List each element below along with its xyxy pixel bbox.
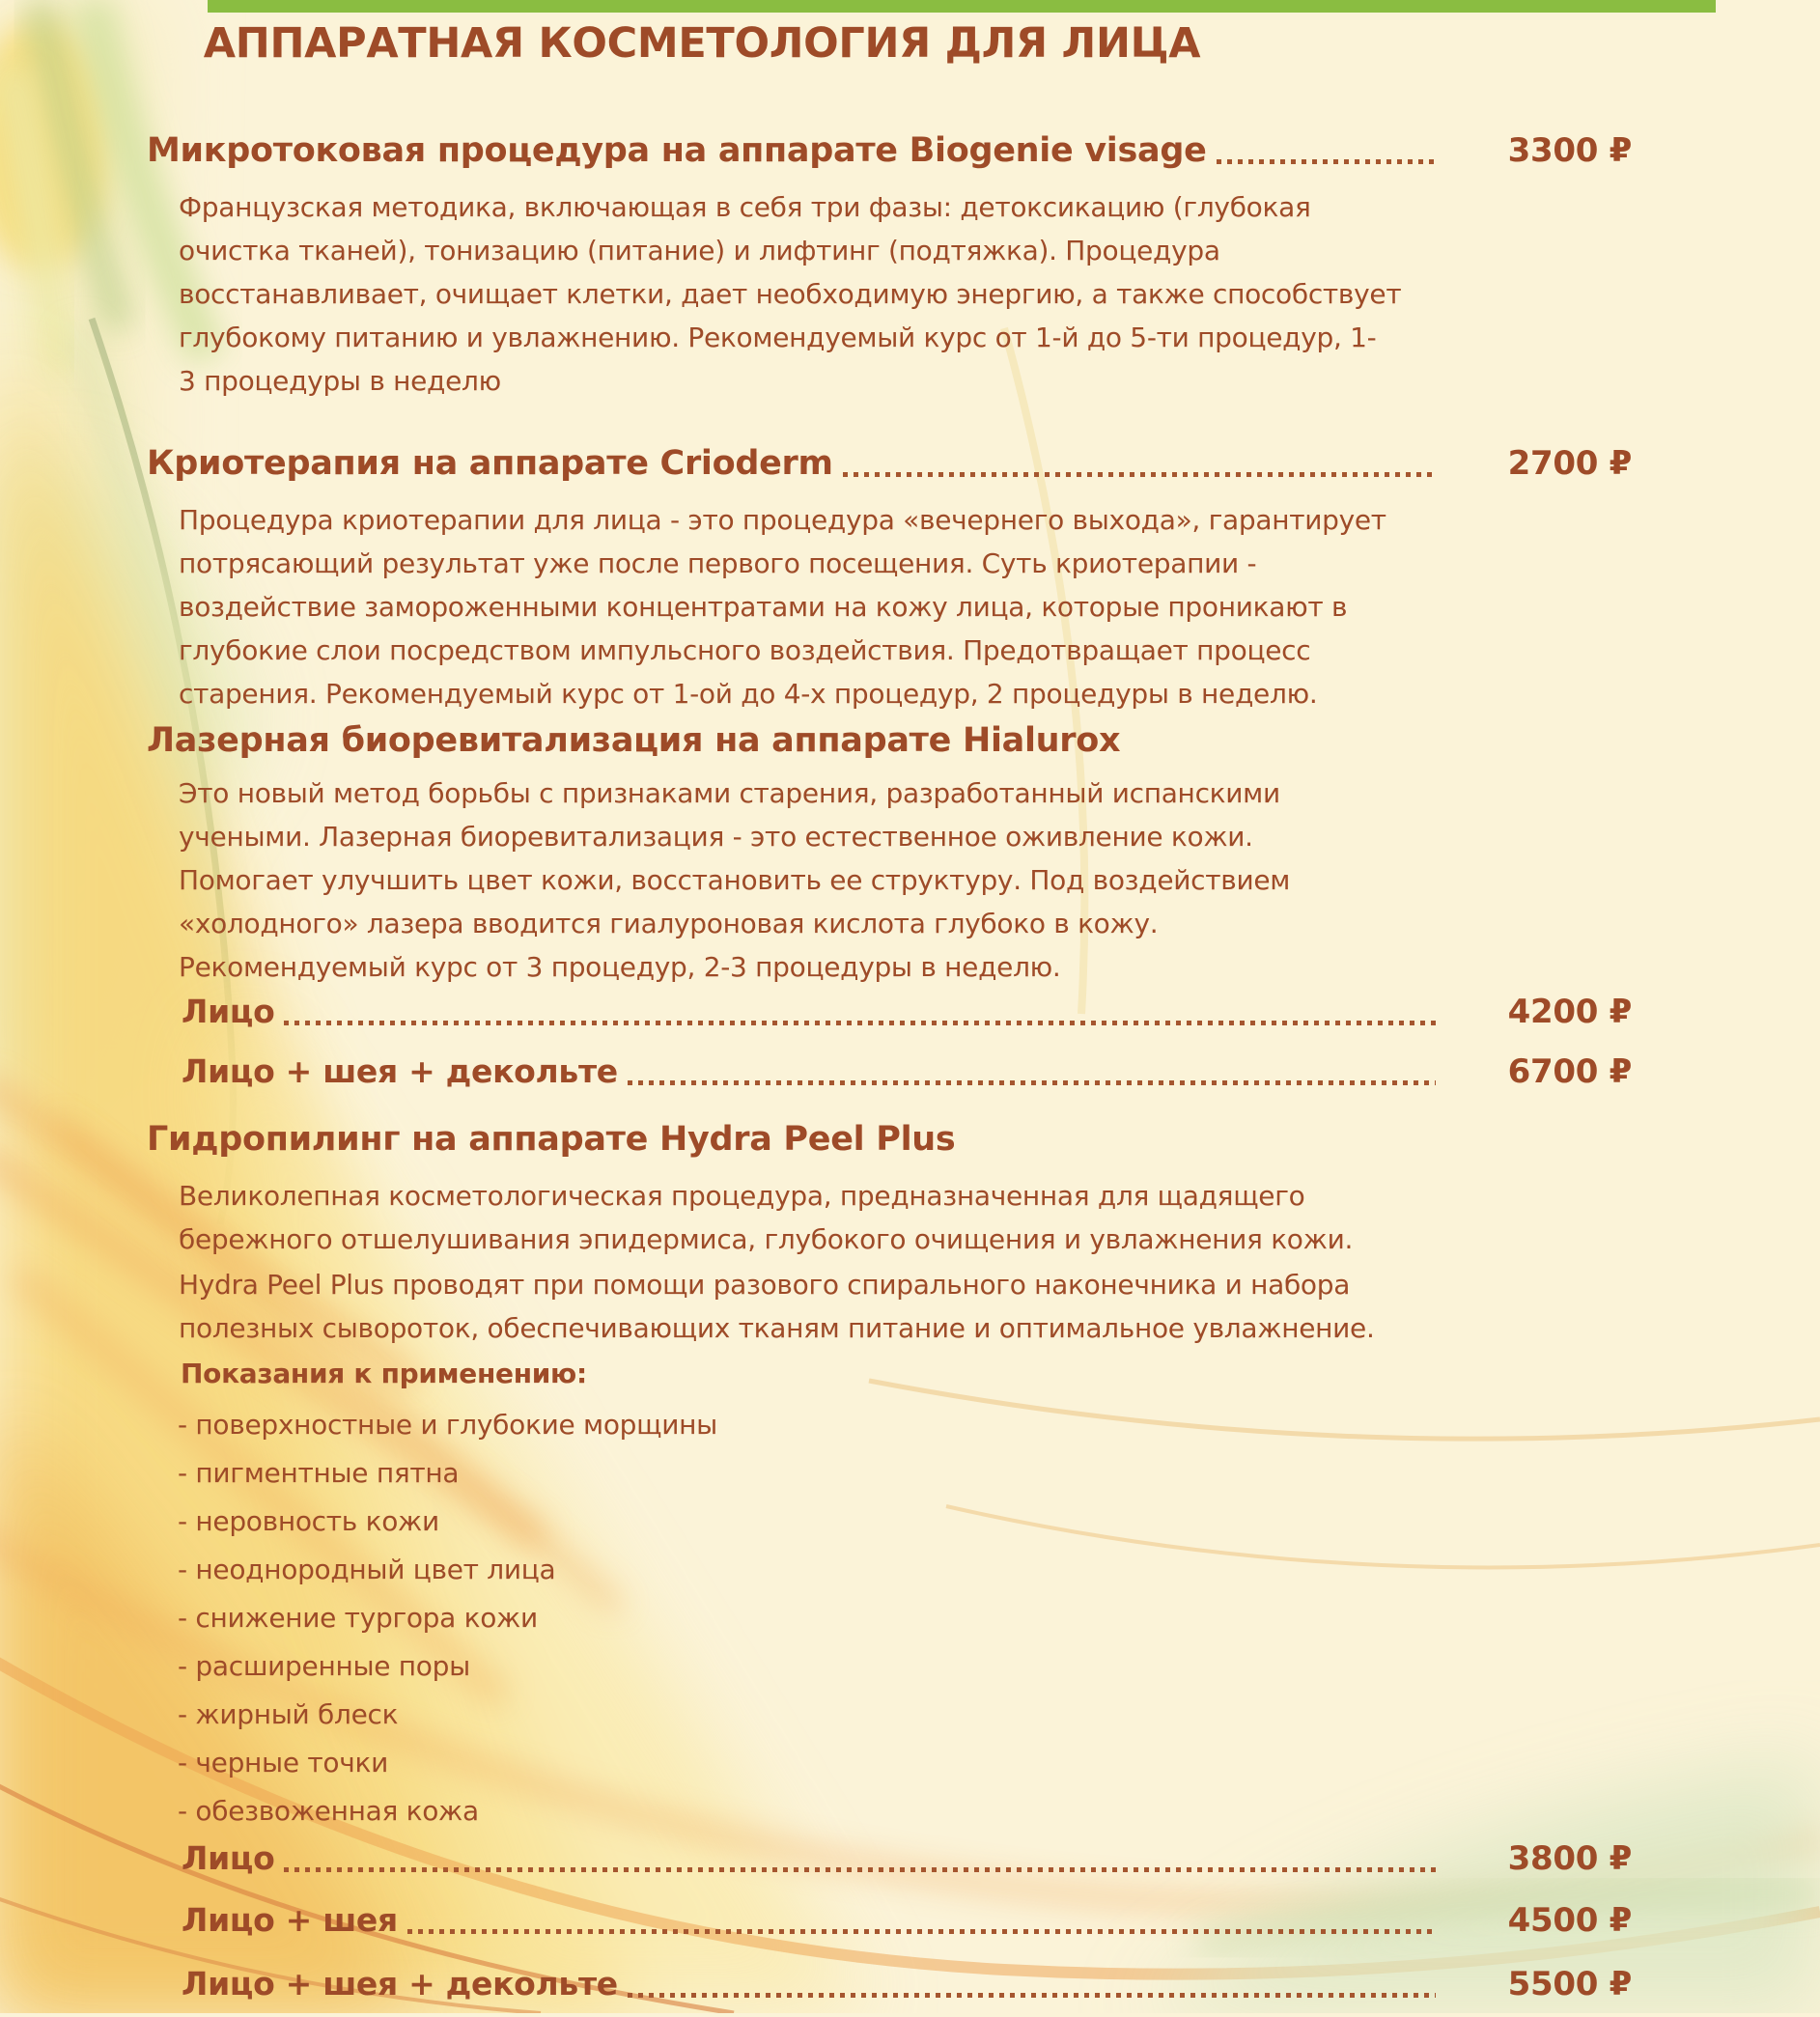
indications-title: Показания к применению:: [181, 1358, 587, 1389]
option-price: 4500 ₽: [1507, 1901, 1632, 1940]
description-line: Помогает улучшить цвет кожи, восстановить ее структуру. Под воздействием: [179, 864, 1291, 896]
description-line: полезных сывороток, обеспечивающих тканям питание и оптимальное увлажнение.: [179, 1312, 1375, 1344]
dotted-leader: [284, 1021, 1436, 1025]
option-price: 6700 ₽: [1507, 1052, 1632, 1091]
service-description: [179, 1174, 1632, 1261]
price-option-row: [182, 1835, 1632, 1882]
description-line: глубокому питанию и увлажнению. Рекомендуемый курс от 1-й до 5-ти процедур, 1-: [179, 322, 1377, 353]
description-line: потрясающий результат уже после первого посещения. Суть криотерапии -: [179, 547, 1257, 579]
indication-item: - расширенные поры: [178, 1650, 470, 1682]
indication-item: - черные точки: [178, 1747, 388, 1779]
indication-item: - неоднородный цвет лица: [178, 1554, 556, 1585]
dotted-leader: [628, 1993, 1436, 1998]
option-price: 3800 ₽: [1507, 1839, 1632, 1878]
description-line: Hydra Peel Plus проводят при помощи разового спирального наконечника и набора: [179, 1269, 1351, 1301]
service-name: Лазерная биоревитализация на аппарате Hialurox: [147, 721, 1121, 760]
service-name: Микротоковая процедура на аппарате Biogenie visage: [147, 131, 1207, 170]
price-option-row: [182, 989, 1632, 1035]
price-option-row: [182, 1897, 1632, 1944]
option-label: Лицо: [182, 993, 275, 1030]
indication-item: - обезвоженная кожа: [178, 1795, 479, 1827]
service-row: [147, 440, 1632, 487]
service-name: Криотерапия на аппарате Crioderm: [147, 444, 833, 483]
service-description: [179, 1263, 1632, 1350]
description-line: Великолепная косметологическая процедура, предназначенная для щадящего: [179, 1180, 1305, 1212]
dotted-leader: [407, 1929, 1436, 1934]
page-title: АППАРАТНАЯ КОСМЕТОЛОГИЯ ДЛЯ ЛИЦА: [203, 19, 1201, 68]
description-line: Французская методика, включающая в себя три фазы: детоксикацию (глубокая: [179, 191, 1311, 223]
indication-item: - поверхностные и глубокие морщины: [178, 1409, 717, 1441]
service-description: [179, 185, 1632, 403]
service-row: [147, 127, 1632, 174]
service-price: 2700 ₽: [1507, 444, 1632, 483]
dotted-leader: [843, 472, 1436, 477]
description-line: бережного отшелушивания эпидермиса, глубокого очищения и увлажнения кожи.: [179, 1223, 1354, 1255]
price-option-row: [182, 1049, 1632, 1095]
description-line: Процедура криотерапии для лица - это процедура «вечернего выхода», гарантирует: [179, 504, 1386, 536]
dotted-leader: [628, 1080, 1436, 1085]
description-line: глубокие слои посредством импульсного воздействия. Предотвращает процесс: [179, 634, 1311, 666]
service-description: [179, 498, 1632, 715]
option-label: Лицо + шея: [182, 1901, 398, 1939]
indication-item: - пигментные пятна: [178, 1457, 460, 1489]
description-line: воздействие замороженными концентратами на кожу лица, которые проникают в: [179, 591, 1348, 623]
dotted-leader: [1217, 159, 1436, 164]
option-label: Лицо + шея + декольте: [182, 1965, 618, 2003]
description-line: 3 процедуры в неделю: [179, 365, 501, 397]
service-price: 3300 ₽: [1507, 131, 1632, 170]
description-line: очистка тканей), тонизацию (питание) и лифтинг (подтяжка). Процедура: [179, 235, 1220, 266]
option-price: 4200 ₽: [1507, 993, 1632, 1031]
description-line: Это новый метод борьбы с признаками старения, разработанный испанскими: [179, 777, 1280, 809]
option-label: Лицо: [182, 1839, 275, 1877]
description-line: «холодного» лазера вводится гиалуроновая кислота глубоко в кожу.: [179, 908, 1159, 939]
description-line: старения. Рекомендуемый курс от 1-ой до 4-х процедур, 2 процедуры в неделю.: [179, 678, 1318, 710]
price-option-row: [182, 1961, 1632, 2007]
description-line: Рекомендуемый курс от 3 процедур, 2-3 процедуры в неделю.: [179, 951, 1061, 983]
top-accent-bar: [208, 0, 1716, 13]
indication-item: - неровность кожи: [178, 1505, 439, 1537]
description-line: учеными. Лазерная биоревитализация - это естественное оживление кожи.: [179, 821, 1253, 853]
indication-item: - снижение тургора кожи: [178, 1602, 538, 1634]
option-label: Лицо + шея + декольте: [182, 1052, 618, 1090]
indications-list: [178, 1401, 1632, 1835]
description-line: восстанавливает, очищает клетки, дает необходимую энергию, а также способствует: [179, 278, 1402, 310]
indication-item: - жирный блеск: [178, 1698, 399, 1730]
dotted-leader: [284, 1867, 1436, 1872]
option-price: 5500 ₽: [1507, 1965, 1632, 2003]
service-description: [179, 771, 1632, 989]
service-name: Гидропилинг на аппарате Hydra Peel Plus: [147, 1120, 956, 1159]
service-row: [147, 1116, 1632, 1163]
service-row: [147, 717, 1632, 764]
